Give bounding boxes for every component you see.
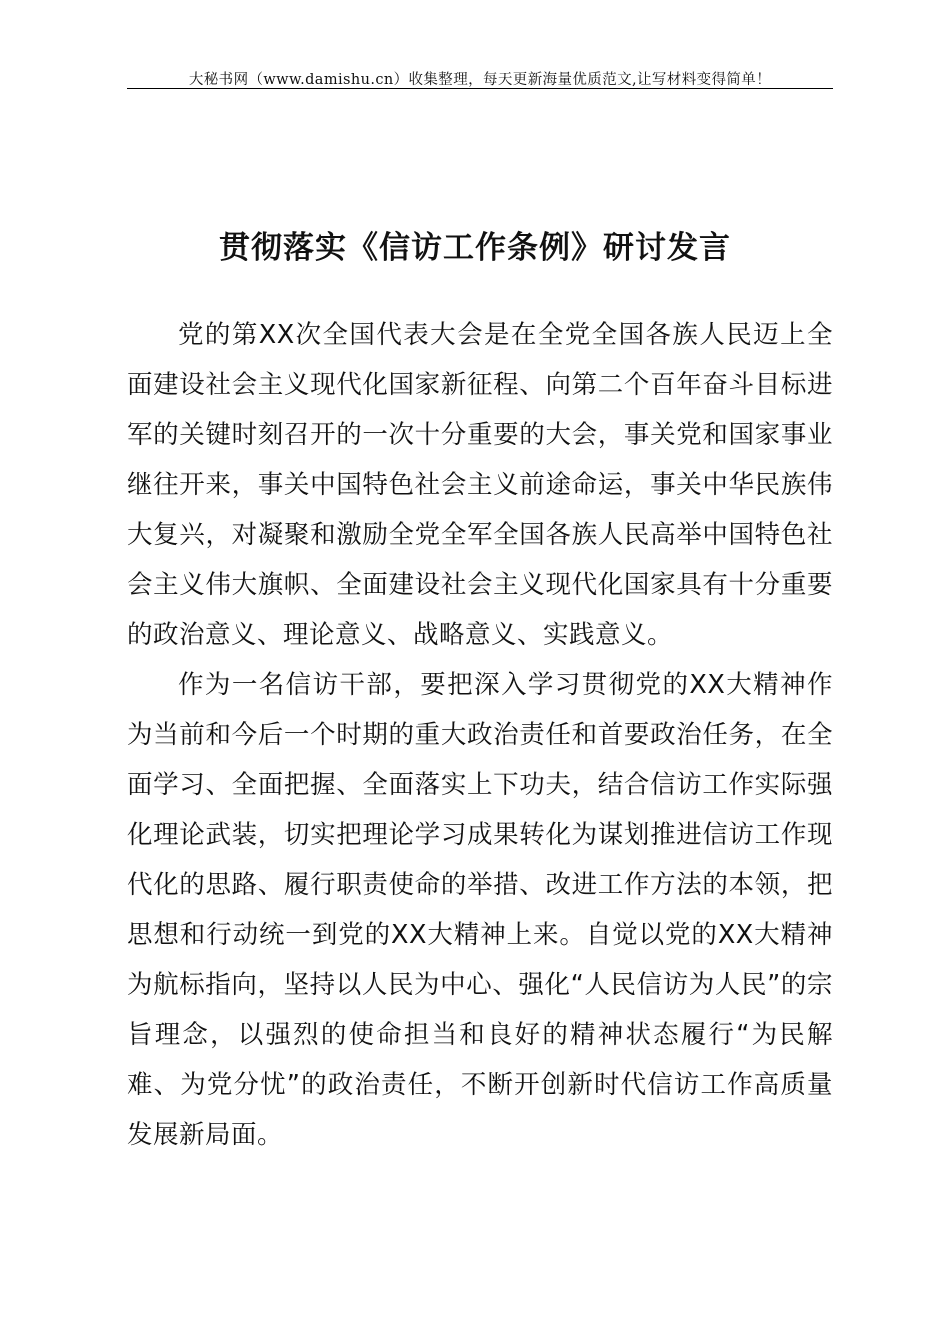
document-body	[127, 310, 833, 1160]
header-divider	[127, 88, 833, 89]
document-title: 贯彻落实《信访工作条例》研讨发言	[219, 230, 731, 266]
page-header-note: 大秘书网（www.damishu.cn）收集整理，每天更新海量优质范文,让写材料变得简单！	[188, 72, 772, 88]
body-paragraph-2: 作为一名信访干部，要把深入学习贯彻党的XX大精神作为当前和今后一个时期的重大政治责任和首要政治任务，在全面学习、全面把握、全面落实上下功夫，结合信访工作实际强化理论武装，切实把理论学习成果转化为谋划推进信访工作现代化的思路、履行职责使命的举措、改进工作方法的本领，把思想和行动统一到党的XX大精神上来。自觉以党的XX大精神为航标指向，坚持以人民为中心、强化“人民信访为人民”的宗旨理念，以强烈的使命担当和良好的精神状态履行“为民解难、为党分忧”的政治责任，不断开创新时代信访工作高质量发展新局面。	[127, 670, 833, 1150]
body-paragraph-1: 党的第XX次全国代表大会是在全党全国各族人民迈上全面建设社会主义现代化国家新征程、向第二个百年奋斗目标进军的关键时刻召开的一次十分重要的大会，事关党和国家事业继往开来，事关中国特色社会主义前途命运，事关中华民族伟大复兴，对凝聚和激励全党全军全国各族人民高举中国特色社会主义伟大旗帜、全面建设社会主义现代化国家具有十分重要的政治意义、理论意义、战略意义、实践意义。	[127, 320, 833, 650]
